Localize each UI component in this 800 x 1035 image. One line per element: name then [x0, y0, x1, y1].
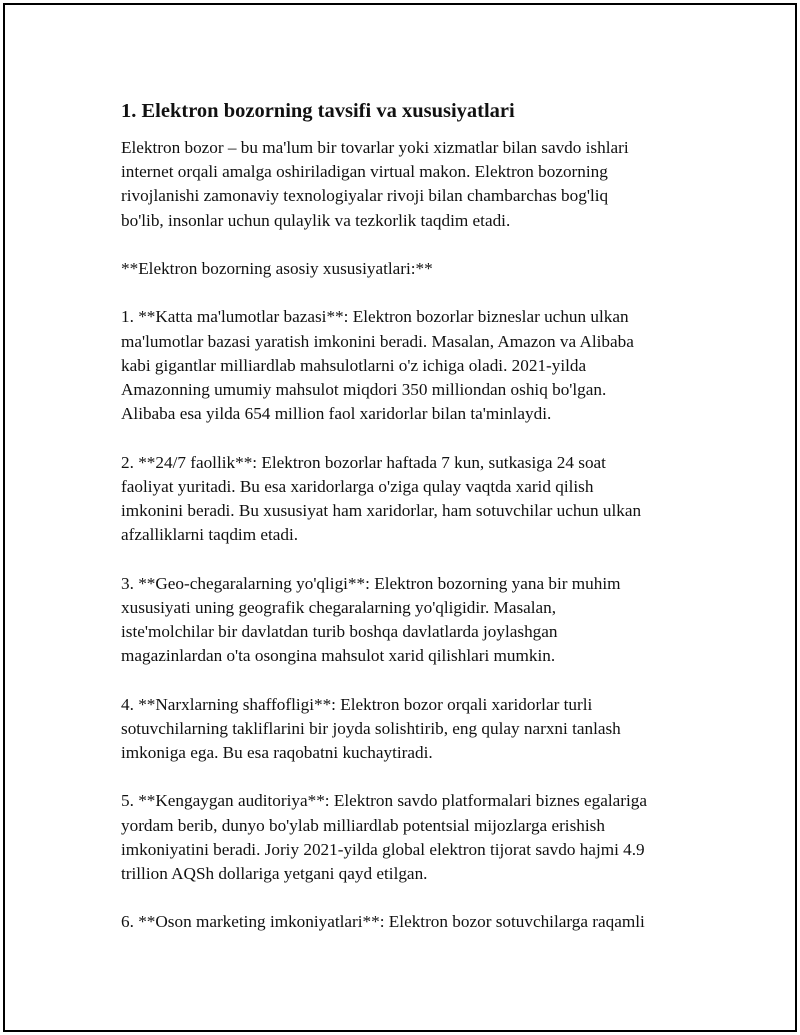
text-line: bo'lib, insonlar uchun qulaylik va tezkorlik taqdim etadi. — [121, 210, 511, 230]
text-line: 4. **Narxlarning shaffofligi**: Elektron bozor orqali xaridorlar turli — [121, 694, 593, 714]
feature-1-paragraph — [121, 305, 701, 426]
paragraph-gap — [121, 233, 701, 257]
text-line: yordam berib, dunyo bo'ylab milliardlab potentsial mijozlarga erishish — [121, 815, 605, 835]
text-line: imkoniyatini beradi. Joriy 2021-yilda global elektron tijorat savdo hajmi 4.9 — [121, 839, 645, 859]
text-line: iste'molchilar bir davlatdan turib boshqa davlatlarda joylashgan — [121, 622, 558, 641]
text-line: rivojlanishi zamonaviy texnologiyalar rivoji bilan chambarchas bog'liq — [121, 186, 609, 206]
text-line: **Elektron bozorning asosiy xususiyatlari:** — [121, 259, 433, 278]
text-line: imkoniga ega. Bu esa raqobatni kuchaytiradi. — [121, 743, 433, 762]
text-line: kabi gigantlar milliardlab mahsulotlarni o'z ichiga oladi. 2021-yilda — [121, 355, 587, 375]
paragraph-gap — [121, 765, 701, 789]
text-line: xususiyati uning geografik chegaralarning yo'qligidir. Masalan, — [121, 597, 557, 617]
features-title-paragraph — [121, 257, 701, 281]
text-line: faoliyat yuritadi. Bu esa xaridorlarga o'ziga qulay vaqtda xarid qilish — [121, 476, 594, 496]
paragraph-gap — [121, 426, 701, 450]
feature-5-paragraph — [121, 789, 701, 886]
text-line: magazinlardan o'ta osongina mahsulot xarid qilishlari mumkin. — [121, 646, 556, 666]
text-line: 5. **Kengaygan auditoriya**: Elektron savdo platformalari biznes egalariga — [121, 791, 647, 811]
paragraph-gap — [121, 547, 701, 571]
paragraph-gap — [121, 281, 701, 305]
section-heading: 1. Elektron bozorning tavsifi va xususiyatlari — [121, 100, 515, 122]
text-line: afzalliklarni taqdim etadi. — [121, 525, 299, 545]
text-line: 1. **Katta ma'lumotlar bazasi**: Elektron bozorlar bizneslar uchun ulkan — [121, 307, 629, 327]
intro-paragraph — [121, 136, 701, 233]
text-line: 3. **Geo-chegaralarning yo'qligi**: Elektron bozorning yana bir muhim — [121, 573, 621, 593]
text-line: internet orqali amalga oshiriladigan virtual makon. Elektron bozorning — [121, 162, 608, 182]
feature-6-paragraph — [121, 910, 701, 934]
paragraph-gap — [121, 668, 701, 692]
text-line: Elektron bozor – bu ma'lum bir tovarlar yoki xizmatlar bilan savdo ishlari — [121, 138, 629, 157]
text-line: 6. **Oson marketing imkoniyatlari**: Elektron bozor sotuvchilarga raqamli — [121, 912, 645, 932]
feature-2-paragraph — [121, 451, 701, 548]
document-page — [3, 3, 797, 1032]
text-line: ma'lumotlar bazasi yaratish imkonini beradi. Masalan, Amazon va Alibaba — [121, 331, 634, 351]
text-line: Alibaba esa yilda 654 million faol xaridorlar bilan ta'minlaydi. — [121, 404, 552, 424]
text-line: 2. **24/7 faollik**: Elektron bozorlar haftada 7 kun, sutkasiga 24 soat — [121, 452, 606, 472]
document-body — [121, 97, 701, 935]
paragraph-gap — [121, 886, 701, 910]
text-line: sotuvchilarning takliflarini bir joyda solishtirib, eng qulay narxni tanlash — [121, 718, 621, 738]
feature-3-paragraph — [121, 572, 701, 669]
text-line: trillion AQSh dollariga yetgani qayd etilgan. — [121, 864, 428, 883]
text-line: Amazonning umumiy mahsulot miqdori 350 milliondan oshiq bo'lgan. — [121, 380, 607, 399]
feature-4-paragraph — [121, 693, 701, 766]
text-line: imkonini beradi. Bu xususiyat ham xaridorlar, ham sotuvchilar uchun ulkan — [121, 501, 642, 520]
